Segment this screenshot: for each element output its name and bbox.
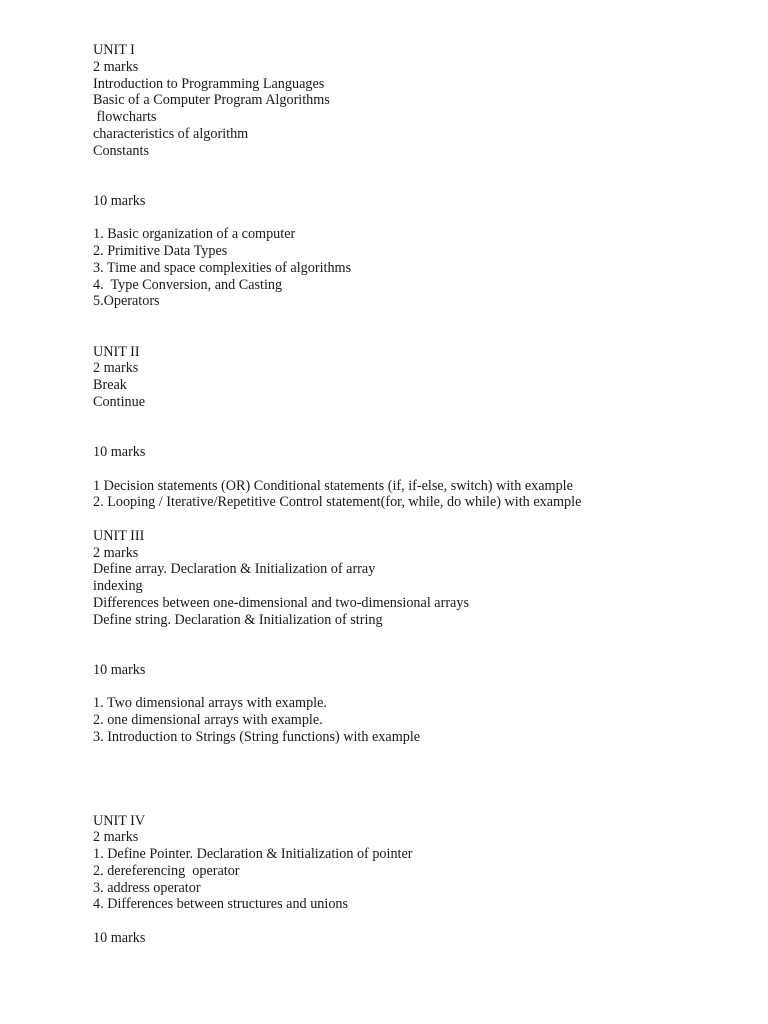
long-answer-heading: 10 marks — [93, 444, 146, 460]
spacer — [93, 511, 753, 528]
long-answer-item: 3. Time and space complexities of algorithms — [93, 259, 352, 276]
spacer — [93, 210, 753, 227]
spacer — [93, 628, 753, 662]
short-answer-item: Introduction to Programming Languages — [93, 75, 325, 92]
short-answer-item: indexing — [93, 578, 143, 594]
spacer — [93, 796, 753, 813]
long-answer-item: 5.Operators — [93, 293, 160, 310]
spacer — [93, 310, 753, 344]
short-answer-item: flowcharts — [93, 109, 157, 125]
long-answer-heading: 10 marks — [93, 192, 146, 209]
long-answer-item: 2. Primitive Data Types — [93, 243, 228, 259]
spacer — [93, 159, 753, 193]
spacer — [93, 461, 753, 478]
unit-title: UNIT III — [93, 527, 145, 544]
short-answer-heading: 2 marks — [93, 58, 139, 75]
short-answer-item: Break — [93, 377, 127, 393]
short-answer-item: 1. Define Pointer. Declaration & Initialization of pointer — [93, 846, 413, 862]
long-answer-item: 2. one dimensional arrays with example. — [93, 712, 323, 728]
short-answer-item: 2. dereferencing operator — [93, 862, 240, 879]
short-answer-item: characteristics of algorithm — [93, 125, 249, 142]
long-answer-heading: 10 marks — [93, 929, 146, 946]
short-answer-item: 3. address operator — [93, 879, 201, 896]
short-answer-heading: 2 marks — [93, 360, 139, 377]
unit-section — [93, 528, 753, 746]
unit-title: UNIT II — [93, 343, 140, 360]
long-answer-heading: 10 marks — [93, 661, 146, 678]
long-answer-item: 2. Looping / Iterative/Repetitive Control statement(for, while, do while) with example — [93, 494, 582, 511]
long-answer-item: 3. Introduction to Strings (String functions) with example — [93, 728, 421, 745]
unit-section — [93, 344, 753, 512]
short-answer-item: Constants — [93, 142, 149, 159]
long-answer-item: 1 Decision statements (OR) Conditional statements (if, if-else, switch) with example — [93, 477, 573, 494]
spacer — [93, 679, 753, 696]
unit-section — [93, 813, 753, 947]
unit-section — [93, 42, 753, 310]
spacer — [93, 411, 753, 445]
short-answer-item: Basic of a Computer Program Algorithms — [93, 92, 330, 109]
short-answer-heading: 2 marks — [93, 829, 139, 846]
short-answer-item: Define array. Declaration & Initialization of array — [93, 561, 376, 578]
long-answer-item: 1. Basic organization of a computer — [93, 226, 296, 243]
long-answer-item: 1. Two dimensional arrays with example. — [93, 695, 327, 712]
short-answer-item: Differences between one-dimensional and two-dimensional arrays — [93, 594, 469, 611]
short-answer-item: Define string. Declaration & Initialization of string — [93, 611, 383, 628]
unit-title: UNIT I — [93, 42, 135, 58]
unit-title: UNIT IV — [93, 812, 146, 829]
short-answer-heading: 2 marks — [93, 544, 139, 561]
short-answer-item: 4. Differences between structures and unions — [93, 896, 349, 913]
short-answer-item: Continue — [93, 393, 146, 410]
spacer — [93, 746, 753, 796]
long-answer-item: 4. Type Conversion, and Casting — [93, 276, 283, 293]
spacer — [93, 913, 753, 930]
document-page — [93, 42, 753, 947]
